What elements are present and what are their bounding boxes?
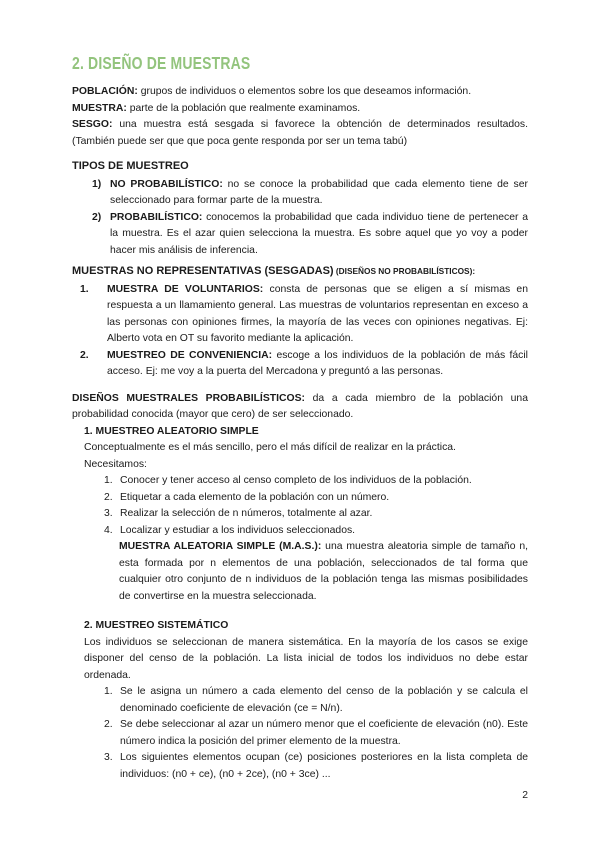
list-item [104,490,528,507]
list-item-text: Se debe seleccionar al azar un número menor que el coeficiente de elevación (n0). Este número indica la posición del primer elemento de la muestra. [120,719,528,747]
term-muestreo-conveniencia: MUESTREO DE CONVENIENCIA: [107,349,273,361]
section-tipos-muestreo [72,158,528,259]
sesgadas-list [80,282,528,381]
term-no-probabilistico: NO PROBABILÍSTICO: [110,178,223,190]
sesgadas-heading-note: (DISEÑOS NO PROBABILÍSTICOS): [333,266,476,276]
list-item-number: 1) [92,178,102,190]
tipos-heading: TIPOS DE MUESTREO [72,160,189,172]
definition-muestra [72,101,528,118]
page-title-text: 2. DISEÑO DE MUESTRAS [72,53,251,73]
list-item [80,348,528,381]
sistematico-steps-list [104,684,528,783]
list-item-number: 1. [104,475,113,486]
list-item-text [110,177,528,210]
list-item-number: 3. [104,508,113,519]
term-poblacion: POBLACIÓN: [72,86,138,97]
list-item-number: 2. [104,719,113,730]
probabilistico-text: conocemos la probabilidad que cada individuo tiene de pertenecer a la muestra. Es el azar quien selecciona la muestra. Es sobre aquel que yo voy a poder hacer mis análisis de inferencia. [110,211,528,256]
list-item-text [107,282,528,348]
mas-definition [119,539,528,605]
term-muestra: MUESTRA: [72,102,127,114]
list-item-number: 2. [104,491,113,503]
list-item [104,506,528,523]
section-muestras-sesgadas [72,263,528,381]
definition-poblacion-text: grupos de individuos o elementos sobre los que deseamos información. [137,86,472,97]
definition-sesgo-text: una muestra está sesgada si favorece la obtención de determinados resultados. (También puede ser que que poca gente responda por ser un tema tabú) [72,119,528,147]
list-item-number: 3. [104,752,113,763]
page-title [72,54,528,72]
muestra-voluntarios-text: consta de personas que se eligen a sí mismas en respuesta a un llamamiento general. Las muestras de voluntarios representan en exceso a las personas con opiniones firmes, la mayoría de las veces con opiniones negativas. Ej: Alberto vota en OT su favorito mediante la aplicación. [107,283,528,344]
list-item-number: 2. [80,349,89,361]
sistematico-heading: 2. MUESTREO SISTEMÁTICO [84,620,229,631]
list-item [104,523,528,540]
definition-poblacion [72,84,528,101]
aleatorio-heading: 1. MUESTREO ALEATORIO SIMPLE [84,425,259,437]
term-probabilistico: PROBABILÍSTICO: [110,211,203,223]
sesgadas-heading-main: MUESTRAS NO REPRESENTATIVAS (SESGADAS) [72,265,334,277]
page-number: 2 [522,790,528,801]
list-item [80,282,528,348]
term-sesgo: SESGO: [72,119,113,130]
aleatorio-intro: Conceptualmente es el más sencillo, pero el más difícil de realizar en la práctica. [84,442,456,453]
list-item-text: Etiquetar a cada elemento de la población con un número. [120,491,390,503]
definition-muestra-text: parte de la población que realmente examinamos. [126,102,361,114]
list-item [104,473,528,490]
list-item [104,684,528,717]
muestreo-conveniencia-text: escoge a los individuos de la población de más fácil acceso. Ej: me voy a la puerta del Mercadona y preguntó a las personas. [107,349,528,377]
list-item-text [107,348,528,381]
aleatorio-steps-list [104,473,528,539]
sistematico-intro: Los individuos se seleccionan de manera sistemática. En la mayoría de los casos se exige disponer del censo de la población. La lista inicial de todos los individuos no debe estar ordenada. [84,636,528,681]
list-item-text: Realizar la selección de n números, totalmente al azar. [120,508,373,519]
definition-sesgo [72,117,528,150]
list-item [104,717,528,750]
list-item-number: 4. [104,524,113,536]
list-item [104,750,528,783]
list-item-text [110,210,528,260]
section-disenos-probabilisticos [72,391,528,784]
list-item-text: Se le asigna un número a cada elemento del censo de la población y se calcula el denominado coeficiente de elevación (ce = N/n). [120,686,528,714]
subsection-sistematico [84,618,528,783]
list-item-number: 2) [92,211,102,223]
list-item-text: Conocer y tener acceso al censo completo de los individuos de la población. [120,475,472,486]
list-item-text: Localizar y estudiar a los individuos seleccionados. [120,524,356,536]
list-item-text: Los siguientes elementos ocupan (ce) posiciones posteriores en la lista completa de individuos: (n0 + ce), (n0 + 2ce), (n0 + 3ce) ... [120,752,528,780]
term-mas: MUESTRA ALEATORIA SIMPLE (M.A.S.): [119,541,322,552]
sesgadas-heading [72,263,528,280]
list-item-number: 1. [80,283,89,295]
mas-definition-text: una muestra aleatoria simple de tamaño n, esta formada por n elementos de una población, seleccionados de tal forma que cualquier otro conjunto de n individuos de la población tenga las mismas posibilidades de convertirse en la muestra seleccionada. [119,541,529,602]
necesitamos-label: Necesitamos: [84,458,147,470]
term-disenos-probabilisticos: DISEÑOS MUESTRALES PROBABILÍSTICOS: [72,392,305,404]
tipos-list [92,177,528,260]
disenos-intro-text: da a cada miembro de la población una probabilidad conocida (mayor que cero) de ser seleccionado. [72,392,528,420]
subsection-aleatorio-simple [84,424,528,606]
disenos-intro [72,391,528,424]
list-item [92,210,528,260]
term-muestra-voluntarios: MUESTRA DE VOLUNTARIOS: [107,283,264,295]
list-item [92,177,528,210]
definitions-block [72,84,528,150]
no-probabilistico-text: no se conoce la probabilidad que cada elemento tiene de ser seleccionado para formar parte de la muestra. [110,178,528,206]
list-item-number: 1. [104,686,113,697]
